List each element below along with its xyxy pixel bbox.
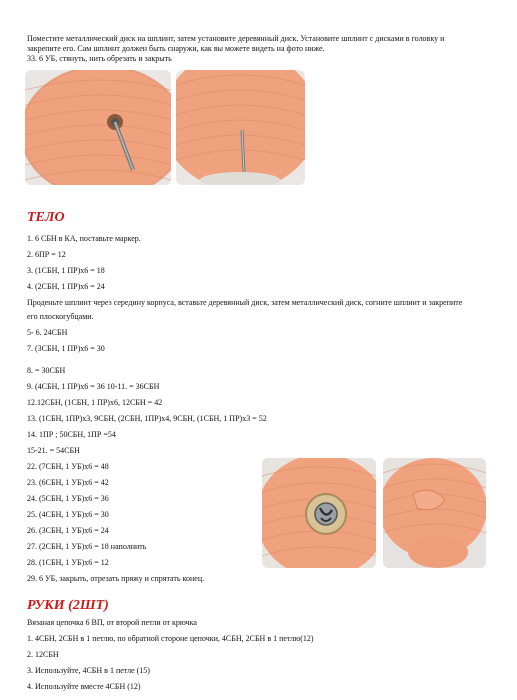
body-step-9: 9. (4СБН, 1 ПР)х6 = 36 10-11. = 36СБН	[27, 382, 160, 391]
body-step-25: 25. (4СБН, 1 УБ)х6 = 30	[27, 510, 109, 519]
body-note-line-2: его плоскогубцами.	[27, 312, 94, 321]
arms-step-3: 3. Используйте, 4СБН в 1 петле (15)	[27, 666, 150, 675]
photo-body-side	[383, 458, 486, 568]
body-step-8: 8. = 30СБН	[27, 366, 66, 375]
body-step-5-6: 5- 6. 24СБН	[27, 328, 68, 337]
body-step-12: 12.12СБН, (1СБН, 1 ПР)х6, 12СБН = 42	[27, 398, 163, 407]
photo-head-pin-2	[176, 70, 305, 185]
photo-head-pin-1	[25, 70, 171, 185]
body-step-14: 14. 1ПР ; 50СБН, 1ПР =54	[27, 430, 116, 439]
body-step-29: 29. 6 УБ, закрыть, отрезать пряжу и спрятать конец.	[27, 574, 205, 583]
body-step-7: 7. (3СБН, 1 ПР)х6 = 30	[27, 344, 105, 353]
section-title-arms: РУКИ (2ШТ)	[27, 598, 109, 613]
section-title-body: ТЕЛО	[27, 210, 65, 225]
body-note-line-1: Проденьте шплинт через середину корпуса, вставьте деревянный диск, затем металлический диск, согните шплинт и закрепите	[27, 298, 463, 307]
body-step-26: 26. (3СБН, 1 УБ)х6 = 24	[27, 526, 109, 535]
body-step-13: 13. (1СБН, 1ПР)х3, 9СБН, (2СБН, 1ПР)х4, 9СБН, (1СБН, 1 ПР)х3 = 52	[27, 414, 267, 423]
arms-step-1: 1. 4СБН, 2СБН в 1 петлю, по обратной стороне цепочки, 4СБН, 2СБН в 1 петлю(12)	[27, 634, 314, 643]
body-step-23: 23. (6СБН, 1 УБ)х6 = 42	[27, 478, 109, 487]
arms-step-4: 4. Используйте вместе 4СБН (12)	[27, 682, 141, 691]
step-33: 33. 6 УБ, стянуть, нить обрезать и закрыть	[27, 54, 172, 63]
body-step-3: 3. (1СБН, 1 ПР)х6 = 18	[27, 266, 105, 275]
arms-step-2: 2. 12СБН	[27, 650, 59, 659]
body-step-15-21: 15-21. = 54СБН	[27, 446, 80, 455]
body-step-22: 22. (7СБН, 1 УБ)х6 = 48	[27, 462, 109, 471]
arms-intro: Вязаная цепочка 6 ВП, от второй петли от крючка	[27, 618, 197, 627]
body-step-24: 24. (5СБН, 1 УБ)х6 = 36	[27, 494, 109, 503]
body-step-28: 28. (1СБН, 1 УБ)х6 = 12	[27, 558, 109, 567]
photo-body-disc	[262, 458, 376, 568]
body-step-4: 4. (2СБН, 1 ПР)х6 = 24	[27, 282, 105, 291]
body-step-2: 2. 6ПР = 12	[27, 250, 66, 259]
body-step-27: 27. (2СБН, 1 УБ)х6 = 18 наполнить	[27, 542, 147, 551]
body-step-1: 1. 6 СБН в КА, поставьте маркер.	[27, 234, 141, 243]
intro-line-1: Поместите металлический диск на шплинт, затем установите деревянный диск. Установите шплинт с дисками в головку и	[27, 34, 445, 43]
intro-line-2: закрепите его. Сам шплинт должен быть снаружи, как вы можете видеть на фото ниже.	[27, 44, 325, 53]
